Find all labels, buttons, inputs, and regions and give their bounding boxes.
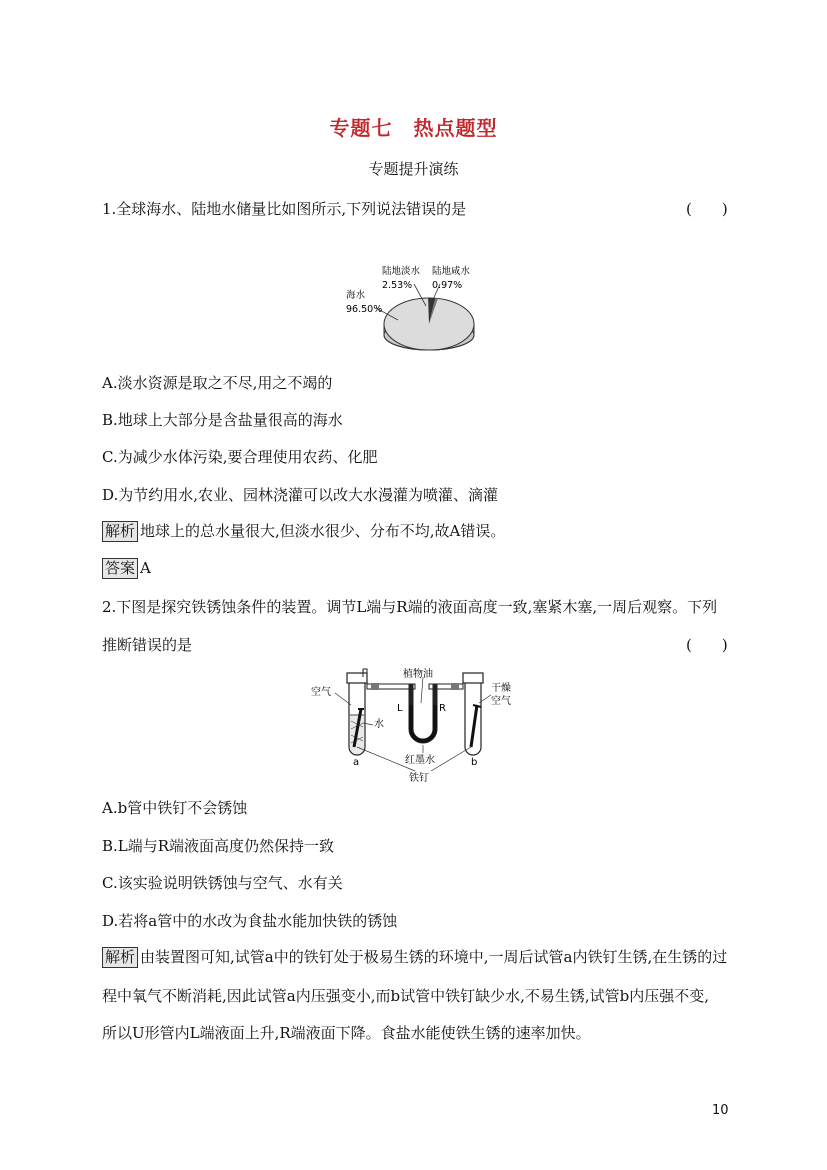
q2-stem-line1: 2.下图是探究铁锈蚀条件的装置。调节L端与R端的液面高度一致,塞紧木塞,一周后观察。下列 <box>102 598 718 616</box>
q1-analysis-text: 地球上的总水量很大,但淡水很少、分布不均,故A错误。 <box>140 522 506 540</box>
q1-analysis <box>102 520 505 542</box>
q2-option-c: C.该实验说明铁锈蚀与空气、水有关 <box>102 874 343 892</box>
label-l: L <box>397 703 403 714</box>
red-ink <box>411 705 435 741</box>
section-subtitle: 专题提升演练 <box>368 160 459 178</box>
page-title: 专题七 热点题型 <box>329 116 498 140</box>
q2-option-a: A.b管中铁钉不会锈蚀 <box>102 799 248 817</box>
q1-option-c: C.为减少水体污染,要合理使用农药、化肥 <box>102 448 378 466</box>
stopper-b <box>463 673 483 683</box>
analysis-tag: 解析 <box>102 521 138 542</box>
label-oil: 植物油 <box>403 669 433 680</box>
q2-analysis-line1 <box>102 946 727 968</box>
value-salt: 0.97% <box>432 280 463 291</box>
q2-analysis-text-1: 由装置图可知,试管a中的铁钉处于极易生锈的环境中,一周后试管a内铁钉生锈,在生锈的过 <box>140 948 728 966</box>
q1-answer-paren: ( ) <box>686 200 728 218</box>
label-b: b <box>471 757 478 768</box>
q1-option-b: B.地球上大部分是含盐量很高的海水 <box>102 411 343 429</box>
nail-b <box>471 705 477 747</box>
label-air: 空气 <box>311 687 331 698</box>
q2-analysis-line3: 所以U形管内L端液面上升,R端液面下降。食盐水能使铁生锈的速率加快。 <box>102 1024 591 1042</box>
q2-option-b: B.L端与R端液面高度仍然保持一致 <box>102 837 335 855</box>
joint-left-1 <box>371 683 379 690</box>
value-sea: 96.50% <box>346 304 383 315</box>
joint-right-1 <box>451 683 459 690</box>
q2-answer-paren: ( ) <box>686 636 728 654</box>
tube-b <box>465 683 481 755</box>
analysis-tag: 解析 <box>102 947 138 968</box>
label-salt: 陆地咸水 <box>432 266 471 277</box>
q1-answer <box>102 558 151 579</box>
label-dry-air-2: 空气 <box>491 696 511 707</box>
label-r: R <box>439 703 446 714</box>
label-red-ink: 红墨水 <box>405 755 435 766</box>
q2-stem-line2: 推断错误的是 <box>102 636 193 654</box>
label-dry-air-1: 干燥 <box>491 683 511 694</box>
nail-b-head <box>473 705 481 707</box>
label-a: a <box>353 757 360 768</box>
answer-tag: 答案 <box>102 558 138 579</box>
q1-option-d: D.为节约用水,农业、园林浇灌可以改大水漫灌为喷灌、滴灌 <box>102 486 499 504</box>
iron-rust-apparatus-figure <box>305 665 525 785</box>
u-tube <box>411 684 435 741</box>
q1-stem: 1.全球海水、陆地水储量比如图所示,下列说法错误的是 <box>102 200 467 218</box>
page-number: 10 <box>712 1103 729 1118</box>
leader-oil <box>421 677 423 703</box>
stopper-a <box>347 673 367 683</box>
q2-analysis-line2: 程中氧气不断消耗,因此试管a内压强变小,而b试管中铁钉缺少水,不易生锈,试管b内压强不变, <box>102 987 709 1005</box>
label-nail: 铁钉 <box>409 773 429 784</box>
label-water: 水 <box>374 719 384 730</box>
leader-nail-b <box>431 747 471 771</box>
label-sea: 海水 <box>346 290 366 301</box>
water-pie-figure <box>340 262 490 362</box>
value-fresh: 2.53% <box>382 280 413 291</box>
q1-answer-text: A <box>140 559 151 577</box>
q1-option-a: A.淡水资源是取之不尽,用之不竭的 <box>102 374 333 392</box>
q2-option-d: D.若将a管中的水改为食盐水能加快铁的锈蚀 <box>102 912 398 930</box>
label-fresh: 陆地淡水 <box>382 266 421 277</box>
